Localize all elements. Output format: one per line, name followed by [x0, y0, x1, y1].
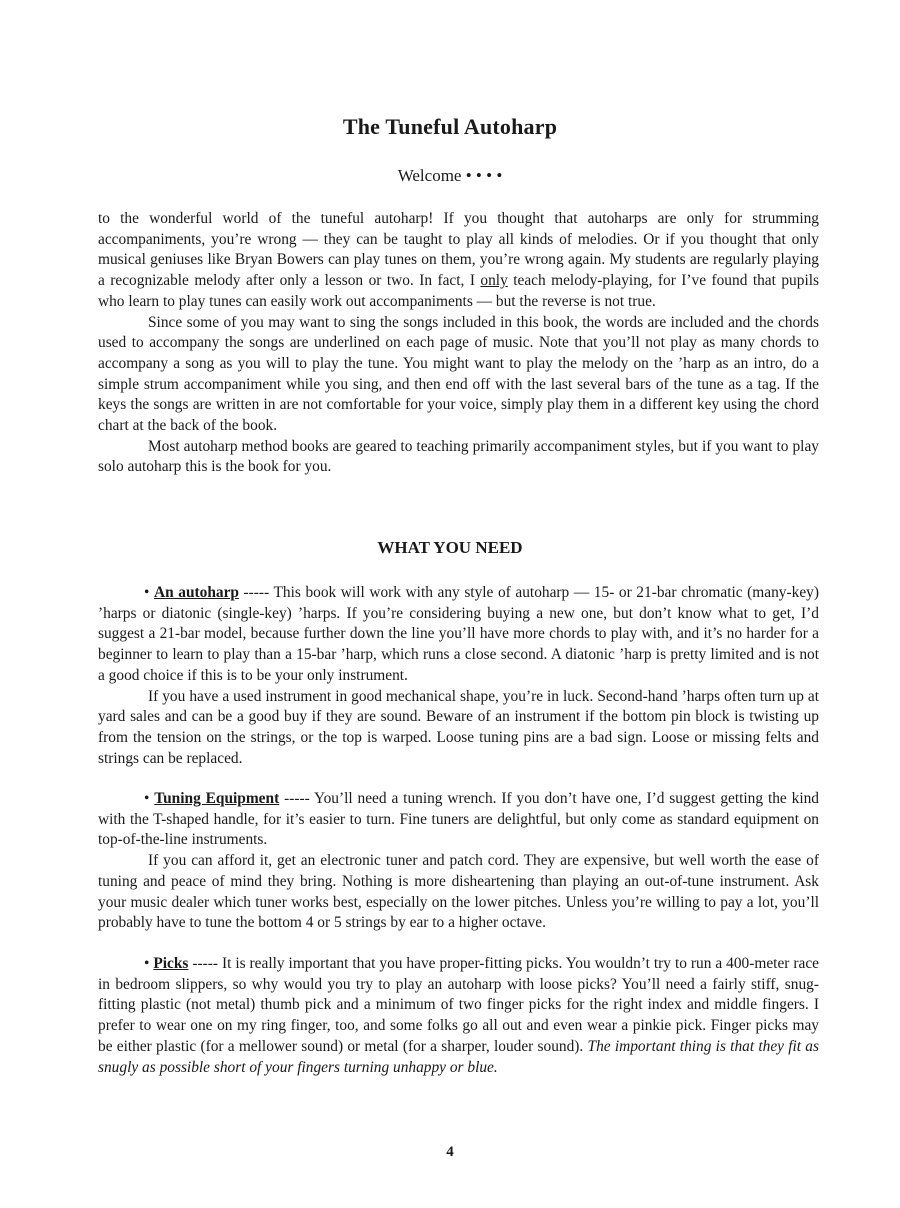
- bullet: •: [144, 955, 154, 972]
- autoharp-paragraph-1: • An autoharp ----- This book will work with any style of autoharp — 15- or 21-bar chromatic (many-key) ’harps or diatonic (single-key) ’harps. If you’re considering buying a new one, but don’t know what to get, I’d suggest a 21-bar model, because further down the line you’ll have more chords to play with, and it’s no harder for a beginner to learn to play than a 15-bar ’harp, which runs a close second. A diatonic ’harp is pretty limited and is not a good choice if this is to be your only instrument.: [98, 584, 819, 684]
- autoharp-paragraph-2: If you have a used instrument in good mechanical shape, you’re in luck. Second-hand ’harps often turn up at yard sales and can be a good buy if they are sound. Beware of an instrument if the bottom pin block is twisting up from the tension on the strings, or the top is warped. Loose tuning pins are a bad sign. Loose or missing felts and strings can be replaced.: [98, 687, 819, 767]
- welcome-subtitle: Welcome • • • •: [397, 166, 503, 185]
- intro-paragraph-1: to the wonderful world of the tuneful autoharp! If you thought that autoharps are only for strumming accompaniments, you’re wrong — they can be taught to play all kinds of melodies. Or if you thought that only musical geniuses like Bryan Bowers can play tunes on them, you’re wrong again. My students are regularly playing a recognizable melody after only a lesson or two. In fact, I only teach melody-playing, for I’ve found that pupils who learn to play tunes can easily work out accompaniments — but the reverse is not true.: [98, 210, 819, 310]
- tuning-paragraph-2: If you can afford it, get an electronic tuner and patch cord. They are expensive, but well worth the ease of tuning and peace of mind they bring. Nothing is more disheartening than playing an out-of-tune instrument. Ask your music dealer which tuner works best, especially on the lower pitches. Unless you’re willing to pay a lot, you’ll probably have to tune the bottom 4 or 5 strings by ear to a higher octave.: [98, 852, 819, 932]
- picks-italic-note: The important thing is that they fit as snugly as possible short of your fingers turning unhappy or blue.: [98, 1037, 819, 1076]
- term-autoharp: An autoharp: [153, 584, 239, 601]
- picks-section: [98, 954, 819, 1078]
- tuning-section: [98, 789, 819, 934]
- emphasis-only: only: [480, 272, 508, 290]
- page-number: 4: [446, 1144, 454, 1160]
- intro-section: [98, 209, 819, 478]
- bullet: •: [144, 790, 155, 807]
- section-heading: WHAT YOU NEED: [377, 538, 523, 557]
- term-picks: Picks: [153, 955, 189, 972]
- page-title: The Tuneful Autoharp: [342, 114, 558, 139]
- autoharp-section: [98, 583, 819, 769]
- tuning-paragraph-1: • Tuning Equipment ----- You’ll need a tuning wrench. If you don’t have one, I’d suggest getting the kind with the T-shaped handle, for it’s easier to turn. Fine tuners are delightful, but only come as standard equipment on top-of-the-line instruments.: [98, 790, 819, 849]
- picks-paragraph-1: • Picks ----- It is really important that you have proper-fitting picks. You wouldn’t try to run a 400-meter race in bedroom slippers, so why would you try to play an autoharp with loose picks? You’ll need a fairly stiff, snug-fitting plastic (not metal) thumb pick and a minimum of two finger picks for the right index and middle fingers. I prefer to wear one on my ring finger, too, and some folks go all out and even wear a pinkie pick. Finger picks may be either plastic (for a mellower sound) or metal (for a sharper, louder sound). The important thing is that they fit as snugly as possible short of your fingers turning unhappy or blue.: [98, 955, 819, 1076]
- intro-paragraph-2: Since some of you may want to sing the songs included in this book, the words are included and the chords used to accompany the songs are underlined on each page of music. Note that you’ll not play as many chords to accompany a song as you will to play the tune. You might want to play the melody on the ’harp as an intro, do a simple strum accompaniment while you sing, and then end off with the last several bars of the tune as a tag. If the keys the songs are written in are not comfortable for your voice, simply play them in a different key using the chord chart at the back of the book.: [98, 313, 819, 435]
- bullet: •: [144, 584, 154, 601]
- term-tuning-equipment: Tuning Equipment: [154, 790, 280, 807]
- intro-paragraph-3: Most autoharp method books are geared to teaching primarily accompaniment styles, but if you want to play solo autoharp this is the book for you.: [98, 437, 819, 476]
